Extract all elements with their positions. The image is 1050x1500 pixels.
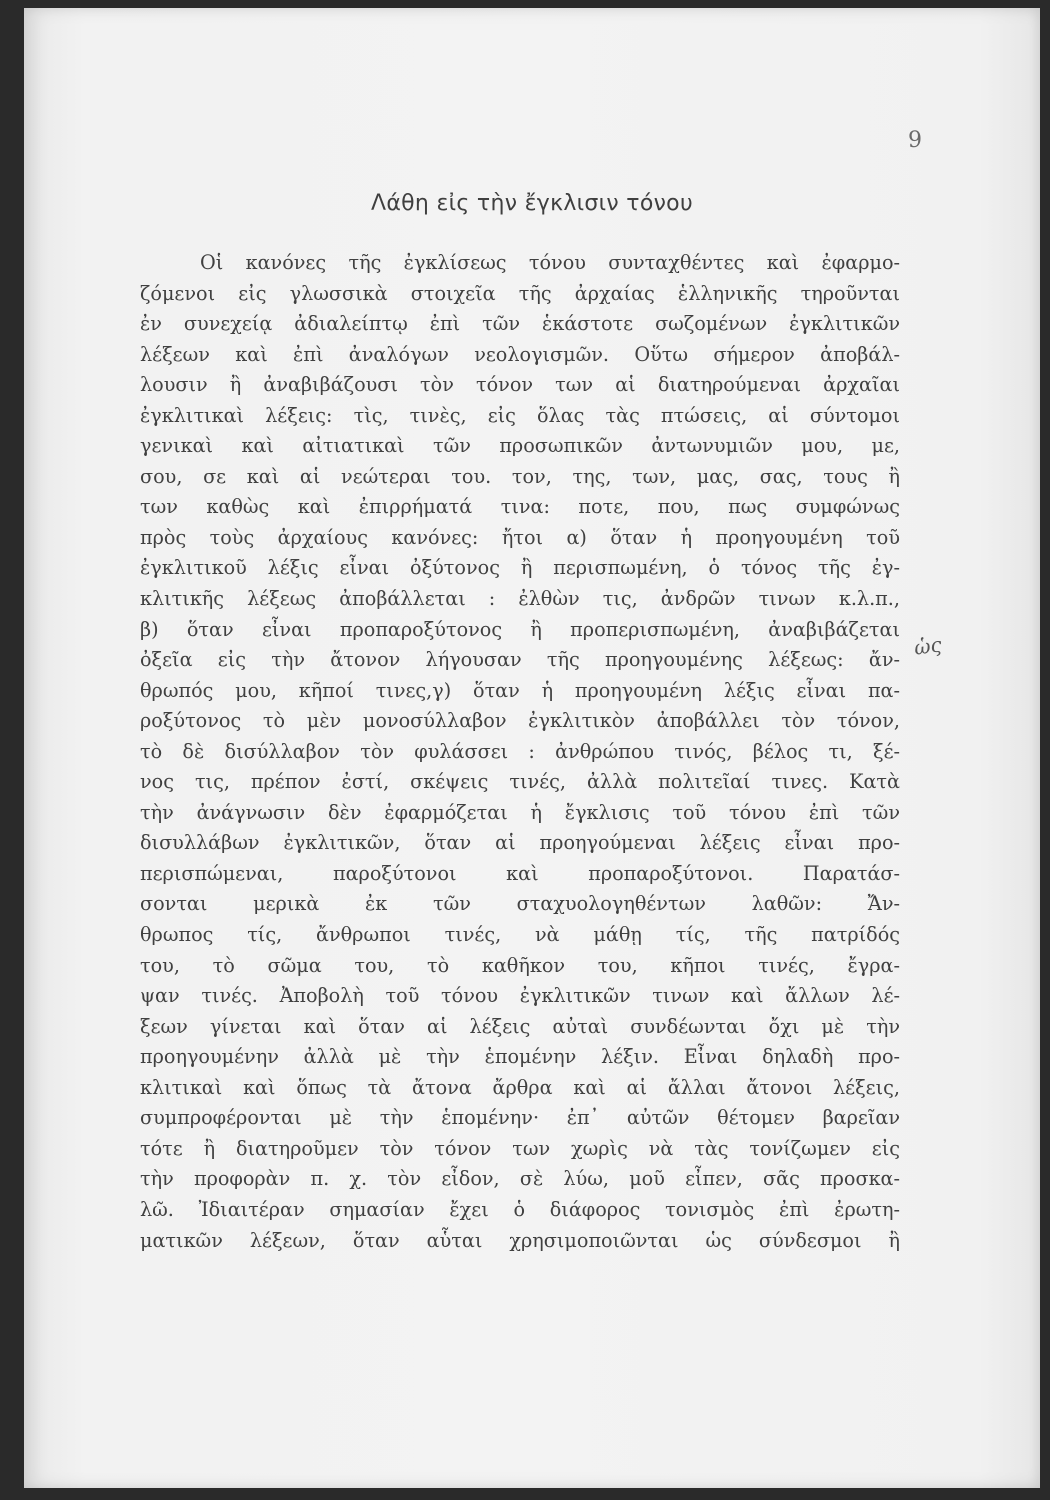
book-page	[24, 8, 1040, 1488]
page-number: 9	[908, 128, 922, 153]
text-line: κλιτικαὶ καὶ ὅπως τὰ ἄτονα ἄρθρα καὶ αἱ ἄλλαι ἄτονοι λέξεις,	[140, 1075, 900, 1099]
text-line: ματικῶν λέξεων, ὅταν αὗται χρησιμοποιῶνται ὡς σύνδεσμοι ἢ	[140, 1228, 900, 1252]
text-line: τότε ἢ διατηροῦμεν τὸν τόνον των χωρὶς νὰ τὰς τονίζωμεν εἰς	[140, 1136, 900, 1160]
text-line: κλιτικῆς λέξεως ἀποβάλλεται : ἐλθὼν τις, ἀνδρῶν τινων κ.λ.π.,	[140, 587, 900, 611]
section-title: Λάθη εἰς τὴν ἔγκλισιν τόνου	[371, 191, 693, 216]
text-line: σου, σε καὶ αἱ νεώτεραι του. τον, της, των, μας, σας, τους ἢ	[140, 464, 900, 488]
text-line: δισυλλάβων ἐγκλιτικῶν, ὅταν αἱ προηγούμεναι λέξεις εἶναι προ-	[140, 831, 900, 855]
text-line: λῶ. Ἰδιαιτέραν σημασίαν ἔχει ὁ διάφορος τονισμὸς ἐπὶ ἐρωτη-	[140, 1197, 900, 1221]
text-line: β) ὅταν εἶναι προπαροξύτονος ἢ προπερισπωμένη, ἀναβιβάζεται	[140, 617, 900, 641]
text-line: θρωπός μου, κῆποί τινες,γ) ὅταν ἡ προηγουμένη λέξις εἶναι πα-	[140, 678, 900, 702]
text-line: λέξεων καὶ ἐπὶ ἀναλόγων νεολογισμῶν. Οὕτω σήμερον ἀποβάλ-	[140, 342, 900, 366]
text-line: τὸ δὲ δισύλλαβον τὸν φυλάσσει : ἀνθρώπου τινός, βέλος τι, ξέ-	[140, 739, 900, 763]
text-line: ἐγκλιτικαὶ λέξεις: τὶς, τινὲς, εἰς ὅλας τὰς πτώσεις, αἱ σύντομοι	[140, 403, 900, 427]
text-line: συμπροφέρονται μὲ τὴν ἑπομένην· ἐπ᾽ αὐτῶν θέτομεν βαρεῖαν	[140, 1106, 900, 1130]
text-line: σονται μερικὰ ἐκ τῶν σταχυολογηθέντων λαθῶν: Ἄν-	[140, 892, 900, 916]
text-line: γενικαὶ καὶ αἰτιατικαὶ τῶν προσωπικῶν ἀντωνυμιῶν μου, με,	[140, 434, 900, 458]
text-line: ὀξεῖα εἰς τὴν ἄτονον λήγουσαν τῆς προηγουμένης λέξεως: ἄν-	[140, 648, 900, 672]
text-line: ζόμενοι εἰς γλωσσικὰ στοιχεῖα τῆς ἀρχαίας ἑλληνικῆς τηροῦνται	[140, 281, 900, 305]
text-line: τὴν ἀνάγνωσιν δὲν ἐφαρμόζεται ἡ ἔγκλισις τοῦ τόνου ἐπὶ τῶν	[140, 800, 900, 824]
text-line: νος τις, πρέπον ἐστί, σκέψεις τινές, ἀλλὰ πολιτεῖαί τινες. Κατὰ	[140, 770, 900, 794]
text-line: θρωπος τίς, ἄνθρωποι τινές, νὰ μάθῃ τίς, τῆς πατρίδός	[140, 923, 900, 947]
text-line: τὴν προφορὰν π. χ. τὸν εἶδον, σὲ λύω, μοῦ εἶπεν, σᾶς προσκα-	[140, 1167, 900, 1191]
text-line: ἐν συνεχείᾳ ἀδιαλείπτῳ ἐπὶ τῶν ἑκάστοτε σωζομένων ἐγκλιτικῶν	[140, 312, 900, 336]
text-line: του, τὸ σῶμα του, τὸ καθῆκον του, κῆποι τινές, ἔγρα-	[140, 953, 900, 977]
text-line: ξεων γίνεται καὶ ὅταν αἱ λέξεις αὐταὶ συνδέωνται ὄχι μὲ τὴν	[140, 1014, 900, 1038]
text-line: ἐγκλιτικοῦ λέξις εἶναι ὀξύτονος ἢ περισπωμένη, ὁ τόνος τῆς ἐγ-	[140, 556, 900, 580]
text-line: ψαν τινές. Ἀποβολὴ τοῦ τόνου ἐγκλιτικῶν τινων καὶ ἄλλων λέ-	[140, 984, 900, 1008]
text-line: προηγουμένην ἀλλὰ μὲ τὴν ἑπομένην λέξιν. Εἶναι δηλαδὴ προ-	[140, 1045, 900, 1069]
text-line: πρὸς τοὺς ἀρχαίους κανόνες: ἤτοι α) ὅταν ἡ προηγουμένη τοῦ	[140, 525, 900, 549]
handwritten-margin-note: ὡς	[912, 632, 944, 660]
text-line: των καθὼς καὶ ἐπιρρήματά τινα: ποτε, που, πως συμφώνως	[140, 495, 900, 519]
text-line: περισπώμεναι, παροξύτονοι καὶ προπαροξύτονοι. Παρατάσ-	[140, 861, 900, 885]
text-line: λουσιν ἢ ἀναβιβάζουσι τὸν τόνον των αἱ διατηρούμεναι ἀρχαῖαι	[140, 373, 900, 397]
text-line: Οἱ κανόνες τῆς ἐγκλίσεως τόνου συνταχθέντες καὶ ἐφαρμο-	[200, 251, 900, 274]
body-paragraph	[140, 248, 900, 1256]
text-line: ροξύτονος τὸ μὲν μονοσύλλαβον ἐγκλιτικὸν ἀποβάλλει τὸν τόνον,	[140, 709, 900, 733]
